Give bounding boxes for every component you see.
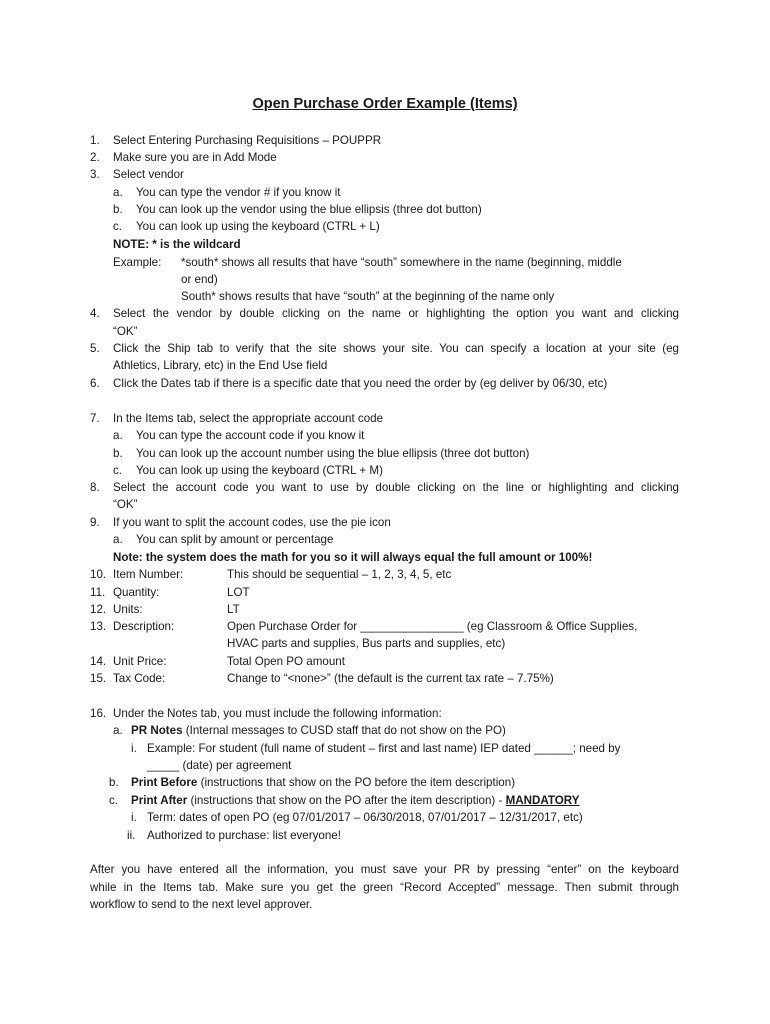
example-line-2: South* shows results that have “south” at the beginning of the name only: [181, 290, 555, 303]
step-7a-letter: a.: [113, 429, 123, 442]
print-before-description: (instructions that show on the PO before the item description): [197, 776, 516, 789]
wildcard-note: NOTE: * is the wildcard: [113, 238, 241, 251]
units-label: Units:: [113, 603, 143, 616]
step-5-number: 5.: [90, 342, 100, 355]
step-7c-letter: c.: [113, 464, 123, 477]
step-16-number: 16.: [90, 707, 107, 720]
step-8-line-1: Select the account code you want to use by double clicking on the line or highlighting and clicking: [113, 481, 679, 494]
description-value: Open Purchase Order for ________________ (eg Classroom & Office Supplies,: [227, 620, 638, 633]
example-line-1b: or end): [181, 273, 218, 286]
step-3c-text: You can look up using the keyboard (CTRL + L): [136, 220, 380, 233]
step-12-number: 12.: [90, 603, 107, 616]
tax-code-label: Tax Code:: [113, 672, 166, 685]
step-1-text: Select Entering Purchasing Requisitions – POUPPR: [113, 134, 382, 147]
quantity-label: Quantity:: [113, 586, 160, 599]
step-4-number: 4.: [90, 307, 100, 320]
step-4-line-1: Select the vendor by double clicking on the name or highlighting the option you want and clicking: [113, 307, 679, 320]
step-3c-letter: c.: [113, 220, 123, 233]
step-3b-text: You can look up the vendor using the blue ellipsis (three dot button): [136, 203, 482, 216]
step-9-number: 9.: [90, 516, 100, 529]
example-label: Example:: [113, 256, 162, 269]
step-1-number: 1.: [90, 134, 100, 147]
step-2-number: 2.: [90, 151, 100, 164]
item-number-label: Item Number:: [113, 568, 184, 581]
closing-line-1: After you have entered all the information, you must save your PR by pressing “enter” on the keyboard: [90, 863, 679, 876]
step-7b-text: You can look up the account number using the blue ellipsis (three dot button): [136, 447, 530, 460]
description-value-2: HVAC parts and supplies, Bus parts and supplies, etc): [227, 637, 506, 650]
student-example-line-1: Example: For student (full name of student – first and last name) IEP dated ______; need by: [147, 742, 621, 755]
step-11-number: 11.: [90, 586, 106, 599]
step-3a-letter: a.: [113, 186, 123, 199]
step-16a-i-numeral: i.: [131, 742, 137, 755]
step-5-line-2: Athletics, Library, etc) in the End Use field: [113, 359, 328, 372]
step-9-text: If you want to split the account codes, use the pie icon: [113, 516, 391, 529]
print-after-label: Print After: [131, 794, 188, 807]
description-label: Description:: [113, 620, 175, 633]
unit-price-label: Unit Price:: [113, 655, 167, 668]
pr-notes-label: PR Notes: [131, 724, 183, 737]
step-10-number: 10.: [90, 568, 107, 581]
step-16-text: Under the Notes tab, you must include the following information:: [113, 707, 442, 720]
step-3-text: Select vendor: [113, 168, 184, 181]
step-16b-letter: b.: [109, 776, 119, 789]
pr-notes-description: (Internal messages to CUSD staff that do not show on the PO): [182, 724, 506, 737]
step-6-number: 6.: [90, 377, 100, 390]
math-note: Note: the system does the math for you so it will always equal the full amount or 100%!: [113, 551, 593, 564]
step-7c-text: You can look up using the keyboard (CTRL + M): [136, 464, 383, 477]
closing-line-3: workflow to send to the next level approver.: [90, 898, 313, 911]
step-16c-ii-numeral: ii.: [127, 829, 136, 842]
authorized-line: Authorized to purchase: list everyone!: [147, 829, 341, 842]
step-6-text: Click the Dates tab if there is a specific date that you need the order by (eg deliver by 06/30, etc): [113, 377, 608, 390]
example-line-1: *south* shows all results that have “south” somewhere in the name (beginning, middle: [181, 256, 622, 269]
step-3-number: 3.: [90, 168, 100, 181]
step-4-line-2: “OK”: [113, 325, 138, 338]
mandatory-label: MANDATORY: [505, 794, 580, 807]
step-16c-i-numeral: i.: [131, 811, 137, 824]
term-line: Term: dates of open PO (eg 07/01/2017 – 06/30/2018, 07/01/2017 – 12/31/2017, etc): [147, 811, 583, 824]
step-2-text: Make sure you are in Add Mode: [113, 151, 277, 164]
page-title: Open Purchase Order Example (Items): [252, 96, 518, 112]
step-7b-letter: b.: [113, 447, 123, 460]
quantity-value: LOT: [227, 586, 250, 599]
step-7-number: 7.: [90, 412, 100, 425]
step-7a-text: You can type the account code if you know it: [136, 429, 365, 442]
step-13-number: 13.: [90, 620, 107, 633]
pr-notes-line: [131, 724, 506, 738]
print-before-line: [131, 776, 515, 790]
print-after-description: (instructions that show on the PO after the item description) -: [187, 794, 506, 807]
step-8-line-2: “OK”: [113, 498, 138, 511]
print-after-line: [131, 794, 579, 808]
item-number-value: This should be sequential – 1, 2, 3, 4, 5, etc: [227, 568, 452, 581]
units-value: LT: [227, 603, 240, 616]
tax-code-value: Change to “<none>” (the default is the current tax rate – 7.75%): [227, 672, 554, 685]
step-5-line-1: Click the Ship tab to verify that the site shows your site. You can specify a location at your site (eg: [113, 342, 679, 355]
step-16c-letter: c.: [109, 794, 119, 807]
step-3b-letter: b.: [113, 203, 123, 216]
student-example-line-2: _____ (date) per agreement: [147, 759, 292, 772]
closing-line-2: while in the Items tab. Make sure you get the green “Record Accepted” message. Then submit through: [90, 881, 679, 894]
step-3a-text: You can type the vendor # if you know it: [136, 186, 341, 199]
step-8-number: 8.: [90, 481, 100, 494]
step-16a-letter: a.: [113, 724, 123, 737]
step-14-number: 14.: [90, 655, 107, 668]
step-9a-text: You can split by amount or percentage: [136, 533, 334, 546]
step-15-number: 15.: [90, 672, 107, 685]
step-9a-letter: a.: [113, 533, 123, 546]
print-before-label: Print Before: [131, 776, 198, 789]
step-7-text: In the Items tab, select the appropriate account code: [113, 412, 384, 425]
unit-price-value: Total Open PO amount: [227, 655, 345, 668]
